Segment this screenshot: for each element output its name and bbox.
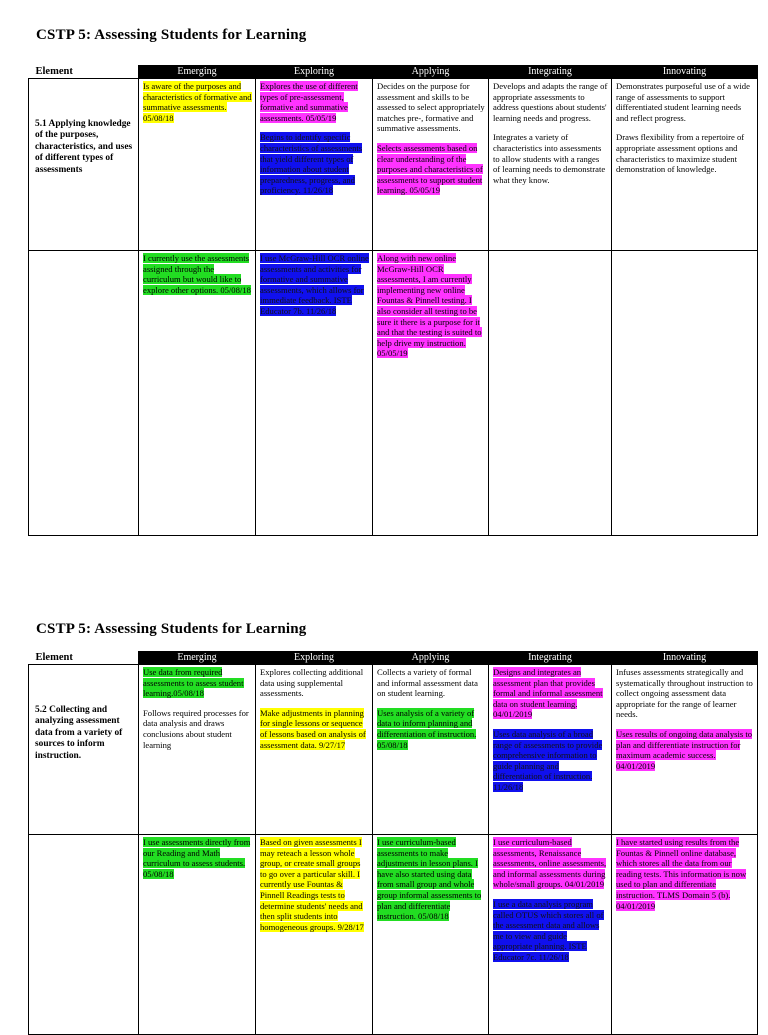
emerging-text-a: Use data from required assessments to assess student learning.05/08/18	[143, 667, 244, 699]
exploring-text-a: Explores collecting additional data using supplemental assessments.	[260, 667, 364, 699]
integrating-text-a: Designs and integrates an assessment plan that provides formal and informal assessment data on student learning. 04/01/2019	[493, 667, 603, 720]
applying-cell	[373, 665, 489, 835]
page-title: CSTP 5: Assessing Students for Learning	[36, 27, 307, 43]
exploring-text-a: Explores the use of different types of pre-assessment, formative and summative assessments. 05/05/19	[260, 81, 358, 123]
applying-reflection: Along with new online McGraw-Hill OCR assessments, I am currently implementing new online Fountas & Pinnell testing. I also consider all testing to be sure it there is a purpose for it and that the testing is suited to help drive my instruction. 05/05/19	[377, 253, 482, 359]
exploring-reflection: I use McGraw-Hill OCR online assessments and activities for formative and summative assessments, which allows for immediate feedback. ISTE Educator 7b. 11/26/18	[260, 253, 369, 316]
header-element: Element	[29, 66, 139, 79]
header-element: Element	[29, 652, 139, 665]
emerging-text: Is aware of the purposes and characteristics of formative and summative assessments. 05/08/18	[143, 81, 252, 123]
applying-cell	[373, 835, 489, 1035]
header-integrating: Integrating	[489, 652, 612, 665]
applying-text-b: Selects assessments based on clear understanding of the purposes and characteristics of assessments to support student learning. 05/05/19	[377, 142, 483, 196]
innovating-reflection: I have started using results from the Fountas & Pinnell online database, which stores all the data from our reading tests. This information is now used to plan and differentiate instruction. TLMS Domain 5 (b). 04/01/2019	[616, 837, 747, 911]
element-cell	[29, 665, 139, 835]
emerging-cell	[139, 665, 256, 835]
applying-cell	[373, 79, 489, 251]
emerging-reflection: I currently use the assessments assigned through the curriculum but would like to explore other options. 05/08/18	[143, 253, 251, 295]
exploring-cell	[256, 835, 373, 1035]
innovating-cell	[612, 79, 758, 251]
header-exploring: Exploring	[256, 66, 373, 79]
header-applying: Applying	[373, 66, 489, 79]
header-row	[29, 652, 758, 665]
innovating-text-a: Demonstrates purposeful use of a wide range of assessments to support differentiated student learning needs and reflect progress.	[616, 81, 750, 123]
element-cell	[29, 79, 139, 251]
integrating-reflection-a: I use curriculum-based assessments, Renaissance assessments, online assessments, and informal assessments during whole/small groups. 04/01/2019	[493, 837, 607, 890]
integrating-text-a: Develops and adapts the range of appropriate assessments to address questions about students' learning needs and progress.	[493, 81, 608, 123]
exploring-text-b: Make adjustments in planning for single lessons or sequence of lessons based on analysis of assessment data. 9/27/17	[260, 707, 366, 750]
innovating-cell	[612, 835, 758, 1035]
applying-text-a: Collects a variety of formal and informal assessment data on student learning.	[377, 667, 478, 699]
innovating-text-b: Uses results of ongoing data analysis to plan and differentiate instruction for maximum academic success. 04/01/2019	[616, 728, 753, 771]
element-cell-empty	[29, 251, 139, 536]
applying-text-a: Decides on the purpose for assessment and skills to be assessed to select appropriately matches pre-, formative and summative assessments.	[377, 81, 485, 134]
applying-text-b: Uses analysis of a variety of data to inform planning and differentiation of instruction. 05/08/18	[377, 707, 477, 750]
header-exploring: Exploring	[256, 652, 373, 665]
innovating-cell-empty	[612, 251, 758, 536]
table-row	[29, 79, 758, 251]
emerging-cell	[139, 251, 256, 536]
integrating-text-b: Integrates a variety of characteristics into assessments to allow students with a ranges of learning needs to demonstrate what they know.	[493, 132, 606, 185]
integrating-cell-empty	[489, 251, 612, 536]
header-innovating: Innovating	[612, 652, 758, 665]
integrating-cell	[489, 79, 612, 251]
innovating-cell	[612, 665, 758, 835]
element-label: 5.1 Applying knowledge of the purposes, characteristics, and uses of different types of assessments	[35, 119, 133, 175]
header-emerging: Emerging	[139, 66, 256, 79]
integrating-text-b: Uses data analysis of a broad range of assessments to provide comprehensive information to guide planning and differentiation of instruction. 11/26/18	[493, 728, 603, 792]
applying-cell	[373, 251, 489, 536]
element-label: 5.2 Collecting and analyzing assessment data from a variety of sources to inform instruction.	[35, 705, 123, 761]
applying-reflection: I use curriculum-based assessments to make adjustments in lesson plans. I have also started using data from small group and whole group informal assessments to plan and differentiate instruction. 05/08/18	[377, 837, 482, 922]
header-row	[29, 66, 758, 79]
exploring-cell	[256, 251, 373, 536]
header-integrating: Integrating	[489, 66, 612, 79]
header-emerging: Emerging	[139, 652, 256, 665]
innovating-text-a: Infuses assessments strategically and systematically throughout instruction to collect ongoing assessment data appropriate for the range of learner needs.	[616, 667, 753, 720]
emerging-cell	[139, 835, 256, 1035]
emerging-reflection: I use assessments directly from our Reading and Math curriculum to assess students. 05/08/18	[143, 837, 251, 879]
element-cell-empty	[29, 835, 139, 1035]
integrating-cell	[489, 835, 612, 1035]
header-applying: Applying	[373, 652, 489, 665]
integrating-reflection-b: I use a data analysis program called OTUS which stores all of the assessment data and allows me to view and guide appropriate planning. ISTE Educator 7c. 11/26/18	[493, 898, 604, 962]
exploring-reflection: Based on given assessments I may reteach a lesson whole group, or create small groups to go over a particular skill. I currently use Fountas & Pinnell Readings tests to determine students' needs and then split students into homogeneous groups. 9/28/17	[260, 837, 364, 932]
exploring-text-b: Begins to identify specific characteristics of assessments that yield different types of information about student preparedness, progress, and proficiency. 11/26/18	[260, 132, 363, 196]
emerging-cell	[139, 79, 256, 251]
innovating-text-b: Draws flexibility from a repertoire of appropriate assessment options and characteristics to maximize student demonstration of knowledge.	[616, 132, 745, 175]
exploring-cell	[256, 665, 373, 835]
rubric-table-5-1	[28, 65, 758, 536]
integrating-cell	[489, 665, 612, 835]
table-row	[29, 665, 758, 835]
page-title: CSTP 5: Assessing Students for Learning	[36, 621, 307, 637]
rubric-table-5-2	[28, 651, 758, 1035]
header-innovating: Innovating	[612, 66, 758, 79]
emerging-text-b: Follows required processes for data analysis and draws conclusions about student learning	[143, 707, 249, 750]
exploring-cell	[256, 79, 373, 251]
table-row	[29, 251, 758, 536]
table-row	[29, 835, 758, 1035]
